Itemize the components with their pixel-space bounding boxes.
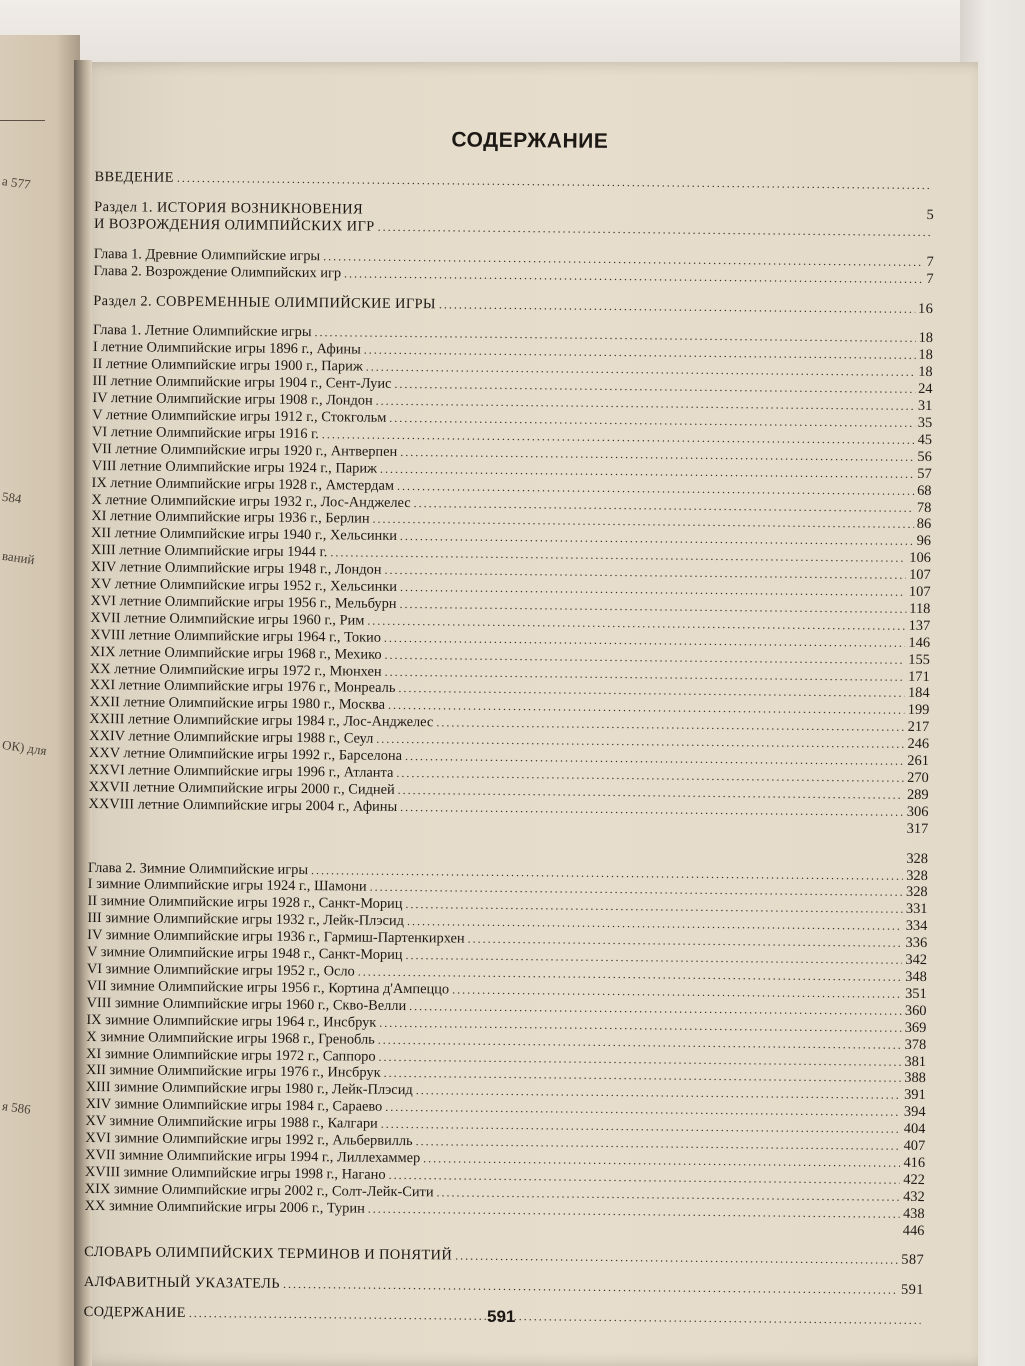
toc-entry: II летние Олимпийские игры 1900 г., Париж ..... 18 <box>93 356 933 381</box>
background-top <box>0 0 1025 70</box>
toc-entry-page-only: 328 <box>906 850 929 867</box>
toc-entry: XXV летние Олимпийские игры 1992 г., Барселона ..... 261 <box>89 745 929 770</box>
toc-entry: XXVI летние Олимпийские игры 1996 г., Атланта ..... 270 <box>89 762 929 787</box>
toc-entry-chapter: Глава 1. Древние Олимпийские игры ..... 7 <box>94 246 934 271</box>
toc-entry: IV летние Олимпийские игры 1908 г., Лондон ..... 31 <box>92 390 932 415</box>
toc-entry: X зимние Олимпийские игры 1968 г., Гренобль ..... 378 <box>86 1029 926 1054</box>
summer-entries <box>88 339 933 820</box>
toc-entry: VIII летние Олимпийские игры 1924 г., Париж ..... 57 <box>92 458 932 483</box>
toc-entry: XIX летние Олимпийские игры 1968 г., Мехико ..... 155 <box>90 644 930 669</box>
toc-entry: XXIII летние Олимпийские игры 1984 г., Лос-Анджелес ..... 217 <box>89 711 929 736</box>
toc-entry-contents: СОДЕРЖАНИЕ ..... <box>84 1304 924 1329</box>
toc-entry: XV летние Олимпийские игры 1952 г., Хельсинки ..... 107 <box>91 576 931 601</box>
section-1-chapters <box>94 246 934 288</box>
left-page-fragment: я 586 <box>1 1098 32 1117</box>
toc-entry: XII зимние Олимпийские игры 1976 г., Инсбрук ..... 388 <box>86 1062 926 1087</box>
summer-games-list <box>88 322 933 837</box>
table-of-contents <box>84 125 935 1329</box>
toc-entry: VI летние Олимпийские игры 1916 г. ..... 45 <box>92 424 932 449</box>
toc-entry: XI зимние Олимпийские игры 1972 г., Саппоро ..... 381 <box>86 1045 926 1070</box>
toc-entry: I летние Олимпийские игры 1896 г., Афины ..... 18 <box>93 339 933 364</box>
toc-entry: XV зимние Олимпийские игры 1988 г., Калгари ..... 404 <box>85 1113 925 1138</box>
toc-entry-section-2: Раздел 2. СОВРЕМЕННЫЕ ОЛИМПИЙСКИЕ ИГРЫ ..... 16 <box>93 293 933 318</box>
toc-entry: XXVII летние Олимпийские игры 2000 г., Сидней ..... 289 <box>89 779 929 804</box>
toc-entry: XX зимние Олимпийские игры 2006 г., Турин ..... 438 <box>85 1198 925 1223</box>
toc-entry: IV зимние Олимпийские игры 1936 г., Гармиш-Партенкирхен ..... 336 <box>87 927 927 952</box>
toc-entry: XXI летние Олимпийские игры 1976 г., Монреаль ..... 184 <box>90 677 930 702</box>
left-page-fragment: 584 <box>1 488 23 507</box>
toc-entry: XIV летние Олимпийские игры 1948 г., Лондон ..... 107 <box>91 559 931 584</box>
winter-games-list <box>84 843 928 1240</box>
toc-entry-section-1-line2: И ВОЗРОЖДЕНИЯ ОЛИМПИЙСКИХ ИГР ..... <box>94 216 934 241</box>
toc-entry-glossary: СЛОВАРЬ ОЛИМПИЙСКИХ ТЕРМИНОВ И ПОНЯТИЙ ..... 587 <box>84 1244 924 1269</box>
toc-entry: VI зимние Олимпийские игры 1952 г., Осло ..... 348 <box>87 961 927 986</box>
toc-entry: III зимние Олимпийские игры 1932 г., Лейк-Плэсид ..... 334 <box>87 910 927 935</box>
toc-entry: IX летние Олимпийские игры 1928 г., Амстердам ..... 68 <box>91 475 931 500</box>
toc-entry: XVII летние Олимпийские игры 1960 г., Рим ..... 137 <box>90 610 930 635</box>
toc-entry: XVI летние Олимпийские игры 1956 г., Мельбурн ..... 118 <box>90 593 930 618</box>
toc-entry-chapter-summer: Глава 1. Летние Олимпийские игры ..... 18 <box>93 322 933 347</box>
toc-entry: XIV зимние Олимпийские игры 1984 г., Сараево ..... 394 <box>86 1096 926 1121</box>
toc-entry: XX летние Олимпийские игры 1972 г., Мюнхен ..... 171 <box>90 661 930 686</box>
toc-entry: VII зимние Олимпийские игры 1956 г., Кортина д'Ампеццо ..... 351 <box>87 978 927 1003</box>
toc-entry: V летние Олимпийские игры 1912 г., Стокгольм ..... 35 <box>92 407 932 432</box>
toc-entry: XVIII летние Олимпийские игры 1964 г., Токио ..... 146 <box>90 627 930 652</box>
toc-entry: XVI зимние Олимпийские игры 1992 г., Альбервилль ..... 407 <box>85 1130 925 1155</box>
left-page-fragment: ОК) для <box>1 736 48 759</box>
toc-entry: XXII летние Олимпийские игры 1980 г., Москва ..... 199 <box>89 694 929 719</box>
section-1 <box>94 199 934 241</box>
toc-entry: XXVIII летние Олимпийские игры 2004 г., Афины ..... 306 <box>88 796 928 821</box>
toc-entry-page-only: 446 <box>902 1222 925 1239</box>
page-number: 591 <box>487 1307 516 1326</box>
toc-entry: XXIV летние Олимпийские игры 1988 г., Сеул ..... 246 <box>89 728 929 753</box>
left-page-rule <box>0 120 45 121</box>
toc-entry-chapter-winter: Глава 2. Зимние Олимпийские игры ..... 328 <box>88 859 928 884</box>
page-title: СОДЕРЖАНИЕ <box>451 128 609 153</box>
toc-entry: VII летние Олимпийские игры 1920 г., Антверпен ..... 56 <box>92 441 932 466</box>
toc-entry: V зимние Олимпийские игры 1948 г., Санкт-Мориц ..... 342 <box>87 944 927 969</box>
winter-entries <box>85 876 928 1222</box>
toc-entry: XVII зимние Олимпийские игры 1994 г., Лиллехаммер ..... 416 <box>85 1147 925 1172</box>
left-page-fragment: ваний <box>1 547 36 568</box>
toc-entry-chapter: Глава 2. Возрождение Олимпийских игр ..... 7 <box>94 263 934 288</box>
toc-entry-index: АЛФАВИТНЫЙ УКАЗАТЕЛЬ ..... 591 <box>84 1274 924 1299</box>
toc-entry: VIII зимние Олимпийские игры 1960 г., Скво-Велли ..... 360 <box>86 995 926 1020</box>
toc-entry: III летние Олимпийские игры 1904 г., Сент-Луис ..... 24 <box>92 373 932 398</box>
left-page-fragment: а 577 <box>1 173 32 192</box>
toc-entry-page-only: 317 <box>906 820 929 837</box>
toc-entry: XIX зимние Олимпийские игры 2002 г., Солт-Лейк-Сити ..... 432 <box>85 1181 925 1206</box>
left-page-edge <box>0 35 80 1366</box>
toc-entry: XI летние Олимпийские игры 1936 г., Берлин ..... 86 <box>91 508 931 533</box>
toc-entry: I зимние Олимпийские игры 1924 г., Шамони ..... 328 <box>88 876 928 901</box>
toc-entry: XIII зимние Олимпийские игры 1980 г., Лейк-Плэсид ..... 391 <box>86 1079 926 1104</box>
toc-entry: IX зимние Олимпийские игры 1964 г., Инсбрук ..... 369 <box>86 1012 926 1037</box>
toc-entry: II зимние Олимпийские игры 1928 г., Санкт-Мориц ..... 331 <box>87 893 927 918</box>
toc-entry-section-1-line1: Раздел 1. ИСТОРИЯ ВОЗНИКНОВЕНИЯ 5 <box>94 198 935 223</box>
toc-entry: XIII летние Олимпийские игры 1944 г. ..... 106 <box>91 542 931 567</box>
toc-entry-intro: ВВЕДЕНИЕ ..... <box>94 169 934 194</box>
toc-entry: X летние Олимпийские игры 1932 г., Лос-Анджелес ..... 78 <box>91 491 931 516</box>
toc-entry: XII летние Олимпийские игры 1940 г., Хельсинки ..... 96 <box>91 525 931 550</box>
toc-entry: XVIII зимние Олимпийские игры 1998 г., Нагано ..... 422 <box>85 1164 925 1189</box>
